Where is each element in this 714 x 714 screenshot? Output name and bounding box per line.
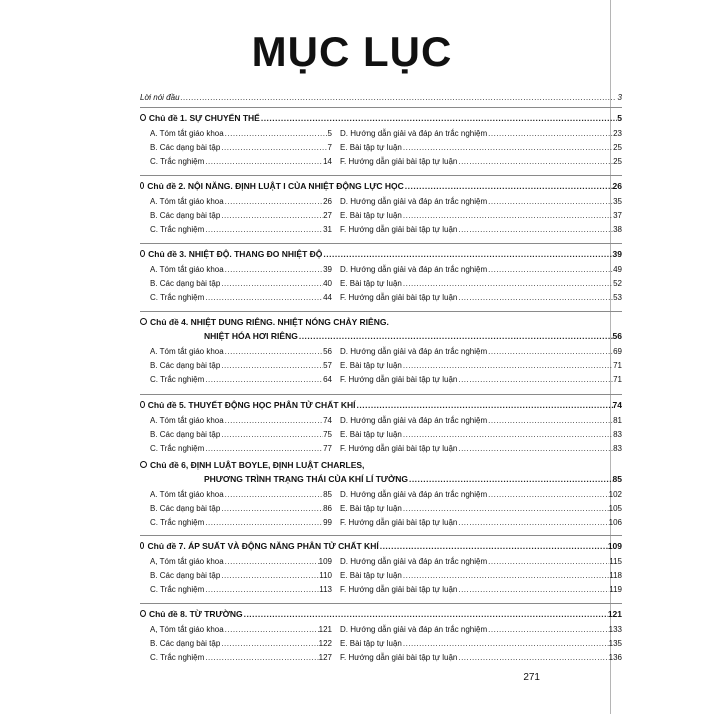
toc-entry-label: C. Trắc nghiệm [150,653,205,662]
toc-entry-page: 39 [323,265,332,274]
toc-entry [340,346,622,357]
dot-leader [487,346,613,357]
circle-bullet-icon [140,318,147,325]
book-page [94,0,622,714]
toc-entry-label: F. Hướng dẫn giải bài tập tự luận [340,518,458,527]
toc-entry-label: C. Trắc nghiệm [150,444,205,453]
toc-entry-page: 14 [323,157,332,166]
toc-entry-label: F. Hướng dẫn giải bài tập tự luận [340,375,458,384]
dot-leader [224,346,323,357]
toc-entry-page: 105 [608,504,622,513]
toc-entry-page: 23 [613,129,622,138]
toc-entry [150,443,332,454]
toc-entry-page: 83 [613,444,622,453]
dot-leader [220,142,327,153]
dot-leader [402,638,609,649]
chapter-heading-1 [140,113,622,124]
toc-entry-label: D. Hướng dẫn giải và đáp án trắc nghiệm [340,625,488,634]
chapter-heading-1-page: 5 [617,113,622,123]
toc-entry-label: D. Hướng dẫn giải và đáp án trắc nghiệm [340,490,488,499]
dot-leader [487,128,613,139]
toc-entry [150,292,332,303]
dot-leader [220,570,319,581]
chapter-heading-2-page: 26 [612,181,622,191]
toc-entry-page: 49 [613,265,622,274]
dot-leader [402,360,613,371]
toc-entry [150,278,332,289]
dot-leader [457,443,613,454]
circle-bullet-icon [140,250,145,257]
dot-leader [487,415,613,426]
toc-intro-page: 3 [617,93,622,102]
toc-entry [340,443,622,454]
toc-entry-page: 25 [613,143,622,152]
chapter-heading-6-page: 85 [612,474,622,484]
dot-leader [487,556,609,567]
section-divider [140,107,622,108]
chapter-heading-2-label: Chủ đề 2. NỘI NĂNG. ĐỊNH LUẬT I CỦA NHIỆT ĐỘNG LỰC HỌC [147,181,404,191]
toc-entry-page: 52 [613,279,622,288]
toc-entry [340,503,622,514]
dot-leader [204,224,323,235]
chapter-heading-6 [140,460,622,471]
toc-entry-page: 102 [608,490,622,499]
toc-entry-page: 77 [323,444,332,453]
toc-entry [150,624,332,635]
dot-leader [220,360,323,371]
toc-entry [150,264,332,275]
toc-entry-page: 83 [613,430,622,439]
toc-entry-page: 7 [327,143,332,152]
dot-leader [457,156,613,167]
toc-entry-page: 31 [323,225,332,234]
circle-bullet-icon [140,461,147,468]
dot-leader [402,503,609,514]
dot-leader [224,489,323,500]
toc-entry-label: E. Bài tập tự luận [340,504,402,513]
toc-entry [150,517,332,528]
toc-entry-label: D. Hướng dẫn giải và đáp án trắc nghiệm [340,347,488,356]
dot-leader [243,609,608,620]
toc-entry-page: 86 [323,504,332,513]
toc-entry-page: 85 [323,490,332,499]
toc-entry-page: 25 [613,157,622,166]
dot-leader [487,196,613,207]
dot-leader [204,292,323,303]
dot-leader [356,400,613,411]
toc-entry [340,374,622,385]
toc-entry-label: A. Tóm tắt giáo khoa [150,265,224,274]
toc-entry-label: F. Hướng dẫn giải bài tập tự luận [340,293,458,302]
dot-leader [322,249,612,260]
dot-leader [220,638,318,649]
chapter-heading-5 [140,400,622,411]
circle-bullet-icon [140,610,146,617]
toc-entry-label: B. Các dạng bài tập [150,143,221,152]
dot-leader [224,624,319,635]
toc-entry-label: E. Bài tập tự luận [340,430,402,439]
toc-entry-label: D. Hướng dẫn giải và đáp án trắc nghiệm [340,129,488,138]
toc-entry [340,142,622,153]
toc-entry [340,292,622,303]
chapter-heading-3 [140,249,622,260]
toc-entry [340,624,622,635]
toc-entry-page: 53 [613,293,622,302]
toc-entry-label: A. Tóm tắt giáo khoa [150,197,224,206]
chapter-heading-1-label: Chủ đề 1. SỰ CHUYỂN THỂ [148,113,260,123]
dot-leader [457,224,613,235]
toc-entry [340,429,622,440]
toc-entry-label: B. Các dạng bài tập [150,430,221,439]
toc-entry [150,489,332,500]
section-divider [140,603,622,604]
dot-leader [204,156,323,167]
page-title: MỤC LỤC [251,28,453,75]
chapter-heading-7 [140,541,622,552]
chapter-heading-6-label: Chủ đề 6, ĐỊNH LUẬT BOYLE, ĐỊNH LUẬT CHARLES, [150,460,365,470]
dot-leader [224,128,328,139]
toc-entry-page: 81 [613,416,622,425]
toc-entry-page: 37 [613,211,622,220]
toc-entry [340,156,622,167]
section-divider [140,535,622,536]
dot-leader [220,210,323,221]
toc-entry-label: F. Hướng dẫn giải bài tập tự luận [340,157,458,166]
toc-entry [340,278,622,289]
chapter-heading-2 [140,181,622,192]
toc-entry [340,224,622,235]
toc-entry-page: 35 [613,197,622,206]
toc-entry [150,346,332,357]
circle-bullet-icon [140,401,145,408]
dot-leader [379,541,608,552]
dot-leader [457,584,609,595]
dot-leader [220,503,323,514]
dot-leader [224,196,323,207]
toc-entry [150,156,332,167]
toc-entry-label: A. Tóm tắt giáo khoa [150,490,224,499]
dot-leader [204,374,323,385]
toc-entry-page: 64 [323,375,332,384]
page-number: 271 [523,672,540,683]
toc-intro [140,92,622,103]
section-divider [140,175,622,176]
dot-leader [298,331,613,342]
toc-entry-label: E. Bài tập tự luận [340,571,402,580]
toc-entry-label: D. Hướng dẫn giải và đáp án trắc nghiệm [340,197,488,206]
toc-entry-page: 44 [323,293,332,302]
toc-entry [150,142,332,153]
toc-entry-label: B. Các dạng bài tập [150,571,221,580]
toc-entry-label: C. Trắc nghiệm [150,293,205,302]
toc-entry-label: F. Hướng dẫn giải bài tập tự luận [340,225,458,234]
toc-entry-label: A. Tóm tắt giáo khoa [150,347,224,356]
dot-leader [402,142,613,153]
toc-entry [150,638,332,649]
toc-entry-page: 133 [608,625,622,634]
toc-entry-page: 71 [613,375,622,384]
toc-entry-page: 74 [323,416,332,425]
toc-entry [340,570,622,581]
chapter-heading-4 [140,331,622,342]
chapter-heading-3-label: Chủ đề 3. NHIỆT ĐỘ. THANG ĐO NHIỆT ĐỘ [148,249,323,259]
toc-entry [340,264,622,275]
toc-entry-page: 127 [318,653,332,662]
toc-entry-label: A. Tóm tắt giáo khoa [150,129,224,138]
chapter-heading-7-label: Chủ đề 7. ÁP SUẤT VÀ ĐỘNG NĂNG PHÂN TỬ CHẤT KHÍ [147,541,379,551]
toc-entry-page: 99 [323,518,332,527]
chapter-heading-4-label: Chủ đề 4. NHIỆT DUNG RIÊNG. NHIỆT NÓNG CHẢY RIÊNG. [150,317,389,327]
chapter-heading-6 [140,474,622,485]
toc-entry-label: B. Các dạng bài tập [150,361,221,370]
toc-entry [150,570,332,581]
toc-entry-page: 40 [323,279,332,288]
toc-intro-label: Lời nói đầu [140,93,180,102]
toc-entry-page: 57 [323,361,332,370]
toc-entry [150,584,332,595]
toc-entry [150,652,332,663]
toc-entry [340,128,622,139]
dot-leader [220,278,323,289]
toc-entry-page: 109 [318,557,332,566]
toc-entry-page: 122 [318,639,332,648]
toc-entry-label: E. Bài tập tự luận [340,143,402,152]
toc-entry-label: B. Các dạng bài tập [150,639,221,648]
dot-leader [224,415,323,426]
toc-entry-label: D. Hướng dẫn giải và đáp án trắc nghiệm [340,557,488,566]
toc-entry-page: 113 [319,585,332,594]
toc-entry [340,360,622,371]
toc-entry-page: 56 [323,347,332,356]
dot-leader [487,624,609,635]
toc-entry-page: 135 [608,639,622,648]
toc-entry-label: D. Hướng dẫn giải và đáp án trắc nghiệm [340,416,488,425]
toc-entry-label: F. Hướng dẫn giải bài tập tự luận [340,444,458,453]
toc-entry-label: A, Tóm tắt giáo khoa [150,557,224,566]
toc-entry [340,517,622,528]
toc-entry-label: C. Trắc nghiệm [150,157,205,166]
dot-leader [487,489,609,500]
dot-leader [457,517,608,528]
chapter-heading-4-label: NHIỆT HÓA HƠI RIÊNG [204,331,298,341]
toc-entry-label: C. Trắc nghiệm [150,585,205,594]
toc-entry [150,128,332,139]
toc-entry-label: B. Các dạng bài tập [150,279,221,288]
chapter-heading-7-page: 109 [607,541,622,551]
chapter-heading-8-label: Chủ đề 8. TỪ TRƯỜNG [148,609,243,619]
toc-entry [340,210,622,221]
toc-entry-label: A. Tóm tắt giáo khoa [150,416,224,425]
dot-leader [220,429,323,440]
toc-entry-page: 75 [323,430,332,439]
toc-entry [340,556,622,567]
circle-bullet-icon [140,542,144,549]
toc-entry-page: 69 [613,347,622,356]
toc-entry-page: 106 [608,518,622,527]
dot-leader [457,652,608,663]
dot-leader [204,443,323,454]
toc-entry-label: B. Các dạng bài tập [150,504,221,513]
toc-entry-page: 121 [318,625,332,634]
dot-leader [224,264,323,275]
toc-entry-page: 118 [609,571,622,580]
toc-entry-label: E. Bài tập tự luận [340,639,402,648]
toc-entry [150,224,332,235]
toc-entry [340,584,622,595]
chapter-heading-5-label: Chủ đề 5. THUYẾT ĐỘNG HỌC PHÂN TỬ CHẤT KHÍ [147,400,356,410]
toc-entry [340,638,622,649]
toc-entry [340,489,622,500]
toc-entry-label: E. Bài tập tự luận [340,361,402,370]
dot-leader [457,374,613,385]
toc-entry [150,503,332,514]
toc-entry [150,374,332,385]
dot-leader [204,517,323,528]
toc-entry-page: 71 [613,361,622,370]
toc-entry-page: 115 [609,557,622,566]
toc-entry-label: E. Bài tập tự luận [340,211,402,220]
toc-entry-label: B. Các dạng bài tập [150,211,221,220]
toc-entry-label: F. Hướng dẫn giải bài tập tự luận [340,585,458,594]
chapter-heading-6-label: PHƯƠNG TRÌNH TRẠNG THÁI CỦA KHÍ LÍ TƯỞNG [204,474,408,484]
toc-entry-label: A, Tóm tắt giáo khoa [150,625,224,634]
chapter-heading-3-page: 39 [612,249,622,259]
toc-entry [150,210,332,221]
dot-leader [402,570,609,581]
section-divider [140,243,622,244]
dot-leader [408,474,613,485]
circle-bullet-icon [140,114,146,121]
section-divider [140,311,622,312]
toc-entry-label: C. Trắc nghiệm [150,225,205,234]
dot-leader [402,210,613,221]
toc-entry-label: C. Trắc nghiệm [150,518,205,527]
dot-leader [180,92,618,103]
section-divider [140,394,622,395]
toc-entry-page: 119 [609,585,622,594]
chapter-heading-8-page: 121 [607,609,622,619]
toc-entry-label: F. Hướng dẫn giải bài tập tự luận [340,653,458,662]
dot-leader [457,292,613,303]
toc-entry [340,196,622,207]
toc-entry-page: 136 [608,653,622,662]
dot-leader [404,181,613,192]
toc-entry [340,415,622,426]
dot-leader [402,278,613,289]
toc-entry-page: 5 [327,129,332,138]
dot-leader [487,264,613,275]
chapter-heading-4 [140,317,622,328]
dot-leader [260,113,617,124]
toc-entry-label: C. Trắc nghiệm [150,375,205,384]
toc-entry [150,360,332,371]
toc-entry-page: 110 [319,571,332,580]
chapter-heading-4-page: 56 [612,331,622,341]
dot-leader [402,429,613,440]
toc-entry-page: 26 [323,197,332,206]
dot-leader [224,556,319,567]
dot-leader [204,584,319,595]
dot-leader [204,652,318,663]
toc-entry [150,429,332,440]
toc-entry-label: E. Bài tập tự luận [340,279,402,288]
toc-entry [340,652,622,663]
chapter-heading-5-page: 74 [612,400,622,410]
toc-entry [150,196,332,207]
toc-entry [150,415,332,426]
chapter-heading-8 [140,609,622,620]
toc-entry-page: 27 [323,211,332,220]
toc-entry [150,556,332,567]
toc-entry-label: D. Hướng dẫn giải và đáp án trắc nghiệm [340,265,488,274]
circle-bullet-icon [140,182,144,189]
toc-entry-page: 38 [613,225,622,234]
